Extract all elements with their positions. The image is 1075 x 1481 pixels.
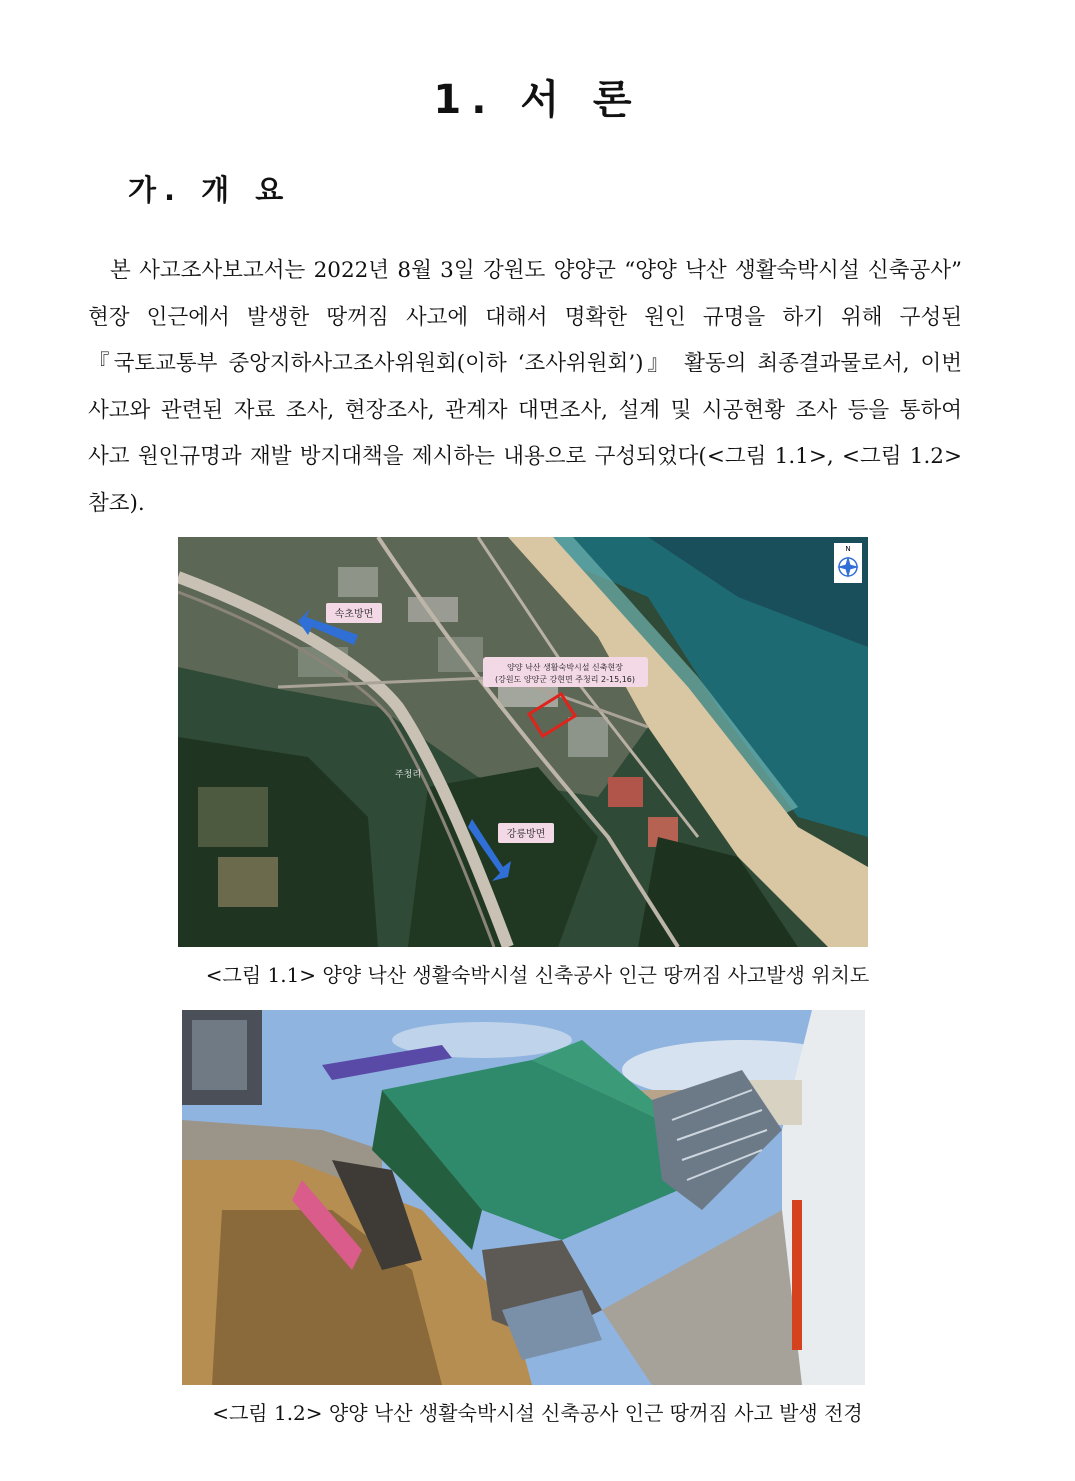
- body-paragraph: 본 사고조사보고서는 2022년 8월 3일 강원도 양양군 “양양 낙산 생활숙박시설 신축공사” 현장 인근에서 발생한 땅꺼짐 사고에 대해서 명확한 원인 규명을 하기 위해 구성된 『국토교통부 중앙지하사고조사위원회(이하 ‘조사위원회’)』 활동의 최종결과물로서, 이번 사고와 관련된 자료 조사, 현장조사, 관계자 대면조사, 설계 및 시공현황 조사 등을 통하여 사고 원인규명과 재발 방지대책을 제시하는 내용으로 구성되었다(<그림 1.1>, <그림 1.2> 참조).: [88, 258, 962, 516]
- section-title: 가. 개 요: [128, 173, 292, 207]
- collapse-scene-image: [182, 1010, 865, 1385]
- place-label-jucheongri: 주청리: [394, 770, 422, 780]
- figure2-caption: <그림 1.2> 양양 낙산 생활숙박시설 신축공사 인근 땅꺼짐 사고 발생 전경: [212, 1401, 863, 1425]
- page-title: 1. 서 론: [433, 77, 642, 123]
- location-map-figure: [178, 537, 868, 947]
- gangneung-direction-label: 강릉방면: [506, 829, 546, 840]
- collapse-photo-figure: [182, 1010, 865, 1385]
- sokcho-direction-label: 속초방면: [334, 609, 374, 620]
- site-label-address: (강원도 양양군 강현면 주청리 2-15,16): [494, 675, 636, 684]
- site-label-name: 양양 낙산 생활숙박시설 신축현장: [507, 663, 623, 672]
- aerial-map-image: [178, 537, 868, 947]
- figure1-caption: <그림 1.1> 양양 낙산 생활숙박시설 신축공사 인근 땅꺼짐 사고발생 위치도: [205, 963, 870, 987]
- compass-north-label: N: [845, 545, 851, 553]
